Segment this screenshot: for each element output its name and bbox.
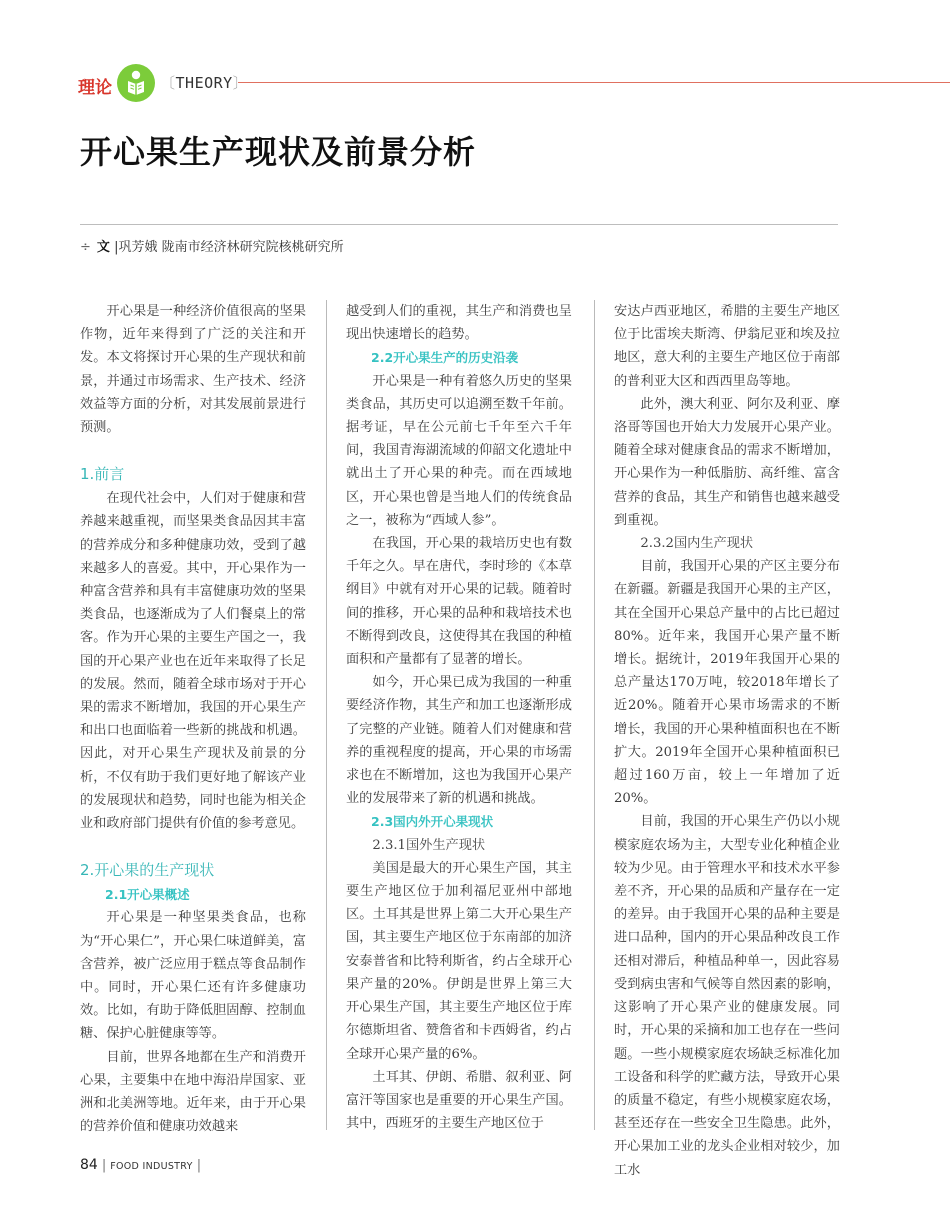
- paragraph: 美国是最大的开心果生产国，其主要生产地区位于加利福尼亚州中部地区。土耳其是世界上第二大开心果生产国，其主要生产地区位于东南部的加济安泰普省和比特利斯省，约占全球开心果产量的20%。伊朗是世界上第三大开心果生产国，其主要生产地区位于库尔德斯坦省、赞詹省和卡西姆省，约占全球开心果产量的6%。: [346, 860, 572, 1062]
- section-heading-1: 1.前言: [80, 465, 125, 484]
- subsection-heading-2-3: 2.3国内外开心果现状: [371, 814, 494, 830]
- publication-name: FOOD INDUSTRY: [110, 1161, 193, 1172]
- paragraph: 如今，开心果已成为我国的一种重要经济作物，其生产和加工也逐渐形成了完整的产业链。随着人们对健康和营养的重视程度的提高，开心果的市场需求也在不断增加，这也为我国开心果产业的发展带来了新的机遇和挑战。: [346, 675, 572, 807]
- paragraph: 目前，我国开心果的产区主要分布在新疆。新疆是我国开心果的主产区，其在全国开心果总产量中的占比已超过80%。近年来，我国开心果产量不断增长。据统计，2019年我国开心果的总产量达170万吨，较2018年增长了近20%。随着开心果市场需求的不断增长，我国的开心果种植面积也在不断扩大。2019年全国开心果种植面积已超过160万亩，较上一年增加了近20%。: [614, 559, 840, 807]
- paragraph: 在现代社会中，人们对于健康和营养越来越重视，而坚果类食品因其丰富的营养成分和多种健康功效，受到了越来越多人的喜爱。其中，开心果作为一种富含营养和具有丰富健康功效的坚果类食品，也逐渐成为了人们餐桌上的常客。作为开心果的主要生产国之一，我国的开心果产业也在近年来取得了长足的发展。然而，随着全球市场对于开心果的需求不断增加，我国的开心果生产和出口也面临着一些新的挑战和机遇。因此，对开心果生产现状及前景的分析，不仅有助于我们更好地了解该产业的发展现状和趋势，同时也能为相关企业和政府部门提供有价值的参考意见。: [80, 491, 306, 832]
- page-number: 84: [80, 1157, 98, 1173]
- column-2: [346, 300, 572, 1135]
- paragraph: 开心果是一种有着悠久历史的坚果类食品，其历史可以追溯至数千年前。据考证，早在公元前七千年至六千年间，我国青海湖流域的仰韶文化遗址中就出土了开心果的种壳。而在西域地区，开心果也曾是当地人们的传统食品之一，被称为“西域人参”。: [346, 373, 572, 528]
- byline-author: 巩芳娥 陇南市经济林研究院核桃研究所: [118, 240, 344, 255]
- paragraph: 开心果是一种坚果类食品，也称为“开心果仁”，开心果仁味道鲜美，富含营养，被广泛应用于糕点等食品制作中。同时，开心果仁还有许多健康功效。比如，有助于降低胆固醇、控制血糖、保护心脏健康等等。: [80, 910, 306, 1042]
- subsection-heading-2-3-2: 2.3.2国内生产现状: [640, 536, 754, 552]
- byline-sep: |: [114, 240, 119, 255]
- paragraph: 目前，我国的开心果生产仍以小规模家庭农场为主，大型专业化种植企业较为少见。由于管理水平和技术水平参差不齐，开心果的品质和产量存在一定的差异。由于我国开心果的品种主要是进口品种，国内的开心果品种改良工作还相对滞后，种植品种单一，因此容易受到病虫害和气候等自然因素的影响，这影响了开心果产业的健康发展。同时，开心果的采摘和加工也存在一些问题。一些小规模家庭农场缺乏标准化加工设备和科学的贮藏方法，导致开心果的质量不稳定，有些小规模家庭农场，甚至还存在一些安全卫生隐患。此外，开心果加工业的龙头企业相对较少，加工水: [614, 814, 840, 1178]
- header-rule: [238, 82, 950, 83]
- column-1: [80, 300, 306, 1139]
- abstract-paragraph: 开心果是一种经济价值很高的坚果作物，近年来得到了广泛的关注和开发。本文将探讨开心果的生产现状和前景，并通过市场需求、生产技术、经济效益等方面的分析，对其发展前景进行预测。: [80, 304, 306, 436]
- paragraph: 此外，澳大利亚、阿尔及利亚、摩洛哥等国也开始大力发展开心果产业。随着全球对健康食品的需求不断增加，开心果作为一种低脂肪、高纤维、富含营养的食品，其生产和销售也越来越受到重视。: [614, 396, 840, 528]
- byline-mark: ÷: [80, 240, 91, 255]
- section-tag-text: THEORY: [175, 74, 233, 92]
- article-title: 开心果生产现状及前景分析: [80, 133, 477, 171]
- section-label: 理论: [78, 78, 112, 98]
- column-3: [614, 300, 840, 1182]
- byline: [80, 236, 344, 255]
- book-reader-icon: [117, 64, 155, 102]
- page-header: [78, 64, 950, 104]
- subsection-heading-2-1: 2.1开心果概述: [105, 887, 190, 903]
- paragraph: 目前，世界各地都在生产和消费开心果，主要集中在地中海沿岸国家、亚洲和北美洲等地。近年来，由于开心果的营养价值和健康功效越来: [80, 1049, 306, 1135]
- section-tag: 〔THEORY〕: [160, 74, 249, 92]
- paragraph: 在我国，开心果的栽培历史也有数千年之久。早在唐代，李时珍的《本草纲目》中就有对开心果的记载。随着时间的推移，开心果的品种和栽培技术也不断得到改良，这使得其在我国的种植面积和产量都有了显著的增长。: [346, 536, 572, 668]
- column-divider: [594, 300, 595, 1130]
- section-heading-2: 2.开心果的生产现状: [80, 861, 215, 880]
- paragraph: 安达卢西亚地区，希腊的主要生产地区位于比雷埃夫斯湾、伊翁尼亚和埃及拉地区，意大利的主要生产地区位于南部的普利亚大区和西西里岛等地。: [614, 304, 840, 389]
- title-divider: [80, 224, 838, 225]
- page-footer: 84 | FOOD INDUSTRY |: [80, 1157, 202, 1173]
- paragraph: 越受到人们的重视，其生产和消费也呈现出快速增长的趋势。: [346, 304, 572, 343]
- column-divider: [326, 300, 327, 1130]
- subsection-heading-2-3-1: 2.3.1国外生产现状: [372, 837, 486, 853]
- byline-prefix: 文: [96, 240, 110, 255]
- paragraph: 土耳其、伊朗、希腊、叙利亚、阿富汗等国家也是重要的开心果生产国。其中，西班牙的主要生产地区位于: [346, 1069, 572, 1132]
- subsection-heading-2-2: 2.2开心果生产的历史沿袭: [371, 350, 519, 366]
